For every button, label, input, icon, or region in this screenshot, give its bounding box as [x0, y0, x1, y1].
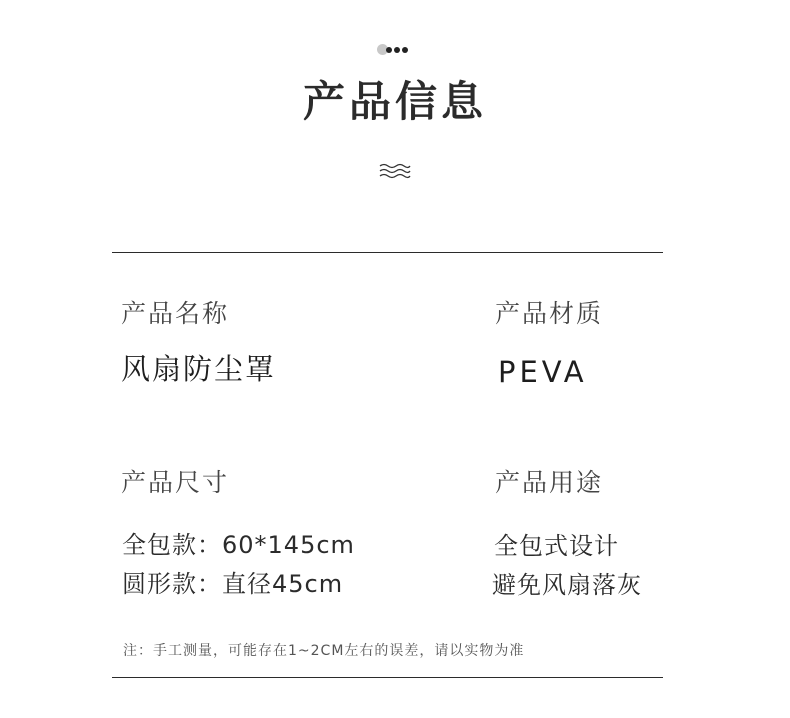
- pagination-dots: [377, 43, 417, 57]
- bottom-divider: [112, 677, 663, 678]
- product-name-label: 产品名称: [121, 299, 230, 328]
- product-name-value: 风扇防尘罩: [121, 352, 277, 386]
- dot: [394, 47, 400, 53]
- dot: [402, 47, 408, 53]
- product-usage-line1: 全包式设计: [494, 532, 619, 560]
- wave-icon: [378, 162, 412, 180]
- product-usage-label: 产品用途: [495, 468, 604, 497]
- product-size-label: 产品尺寸: [121, 468, 230, 497]
- top-divider: [112, 252, 663, 253]
- product-size-round: 圆形款：直径45cm: [122, 570, 344, 598]
- product-material-value: PEVA: [498, 355, 588, 389]
- page-title: 产品信息: [302, 77, 487, 126]
- product-material-label: 产品材质: [495, 299, 604, 328]
- dot: [386, 47, 392, 53]
- product-size-full: 全包款：60*145cm: [122, 531, 355, 559]
- measurement-note: 注：手工测量，可能存在1~2CM左右的误差，请以实物为准: [123, 643, 525, 659]
- product-usage-line2: 避免风扇落灰: [492, 571, 642, 599]
